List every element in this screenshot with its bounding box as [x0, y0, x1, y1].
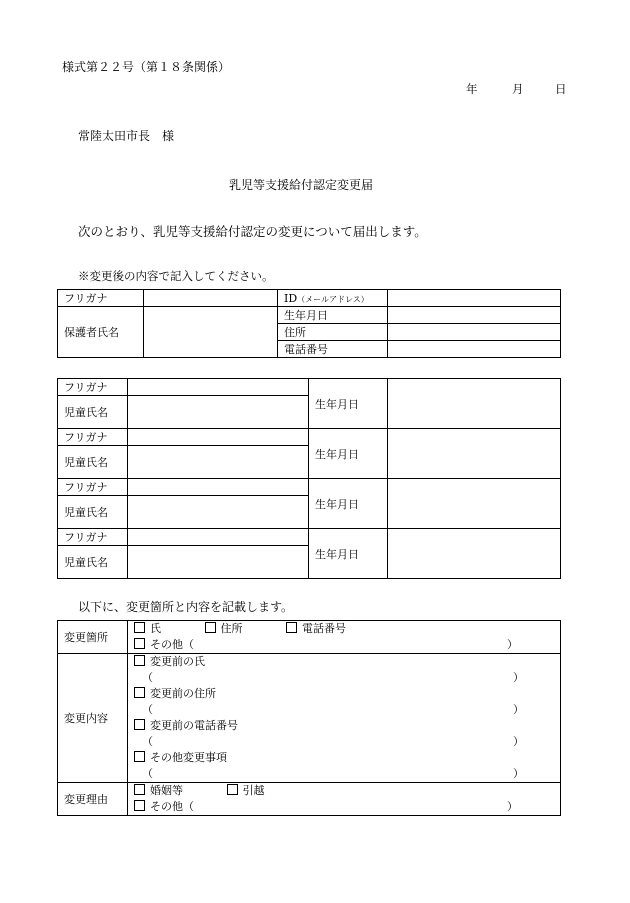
content-item-other[interactable]: その他変更事項 [134, 750, 560, 766]
child-1-name-label: 児童氏名 [58, 396, 128, 429]
guardian-birth-field[interactable] [388, 307, 561, 324]
change-reason-options [134, 783, 560, 799]
intro-text: 次のとおり、乳児等支援給付認定の変更について届出します。 [78, 224, 427, 239]
checkbox-reason-other[interactable] [134, 800, 145, 811]
location-phone-option[interactable]: 電話番号 [286, 622, 346, 635]
location-address-option[interactable]: 住所 [205, 622, 243, 635]
guardian-address-field[interactable] [388, 324, 561, 341]
child-3-name-field[interactable] [128, 496, 309, 529]
child-3-furigana-field[interactable] [128, 479, 309, 496]
child-4-birth-label: 生年月日 [309, 529, 388, 579]
child-3-furigana-label: フリガナ [58, 479, 128, 496]
child-1-name-field[interactable] [128, 396, 309, 429]
guardian-name-field[interactable] [144, 307, 278, 358]
child-2-name-field[interactable] [128, 446, 309, 479]
change-content-label: 変更内容 [58, 654, 128, 783]
guardian-phone-label: 電話番号 [278, 341, 388, 358]
instruction-note: ※変更後の内容で記入してください。 [78, 269, 274, 283]
location-other-option[interactable]: その他（ ） [134, 637, 560, 653]
change-location-options [134, 621, 560, 637]
child-1-furigana-field[interactable] [128, 379, 309, 396]
content-field-other[interactable]: （ ） [142, 767, 524, 780]
content-item-name[interactable]: 変更前の氏 [134, 654, 560, 670]
guardian-id-label [278, 290, 388, 307]
child-2-furigana-label: フリガナ [58, 429, 128, 446]
content-field-address[interactable]: （ ） [142, 703, 524, 716]
guardian-furigana-label: フリガナ [58, 290, 144, 307]
id-subtext: （メールアドレス） [297, 294, 369, 304]
date-month-label: 月 [512, 82, 524, 96]
guardian-birth-label: 生年月日 [278, 307, 388, 324]
guardian-address-label: 住所 [278, 324, 388, 341]
child-3-name-label: 児童氏名 [58, 496, 128, 529]
children-table [57, 378, 561, 579]
reason-other-option[interactable]: その他（ ） [134, 799, 560, 815]
checkbox-name[interactable] [134, 622, 145, 633]
child-2-birth-label: 生年月日 [309, 429, 388, 479]
content-field-name[interactable]: （ ） [142, 671, 524, 684]
change-content-cell [128, 654, 561, 783]
checkbox-other-changes[interactable] [134, 751, 145, 762]
content-field-phone[interactable]: （ ） [142, 735, 524, 748]
checkbox-prev-phone[interactable] [134, 719, 145, 730]
date-year-label: 年 [466, 82, 478, 96]
content-item-address[interactable]: 変更前の住所 [134, 686, 560, 702]
child-2-furigana-field[interactable] [128, 429, 309, 446]
child-4-furigana-field[interactable] [128, 529, 309, 546]
change-location-cell [128, 621, 561, 654]
guardian-table [57, 289, 561, 358]
change-intro: 以下に、変更箇所と内容を記載します。 [78, 600, 294, 614]
child-2-name-label: 児童氏名 [58, 446, 128, 479]
child-1-furigana-label: フリガナ [58, 379, 128, 396]
date-day-label: 日 [555, 82, 567, 96]
location-name-option[interactable]: 氏 [134, 622, 161, 635]
child-4-name-label: 児童氏名 [58, 546, 128, 579]
child-4-birth-field[interactable] [388, 529, 561, 579]
checkbox-marriage[interactable] [134, 784, 145, 795]
reason-moving-option[interactable]: 引越 [227, 784, 265, 797]
checkbox-prev-name[interactable] [134, 655, 145, 666]
id-text: ID [284, 291, 298, 305]
child-1-birth-label: 生年月日 [309, 379, 388, 429]
child-3-birth-field[interactable] [388, 479, 561, 529]
change-reason-cell [128, 783, 561, 816]
change-reason-label: 変更理由 [58, 783, 128, 816]
checkbox-prev-address[interactable] [134, 687, 145, 698]
content-item-phone[interactable]: 変更前の電話番号 [134, 718, 560, 734]
reason-marriage-option[interactable]: 婚姻等 [134, 784, 183, 797]
guardian-furigana-field[interactable] [144, 290, 278, 307]
guardian-name-label: 保護者氏名 [58, 307, 144, 358]
form-number: 様式第２２号（第１８条関係） [62, 60, 231, 74]
checkbox-moving[interactable] [227, 784, 238, 795]
guardian-id-field[interactable] [388, 290, 561, 307]
change-location-label: 変更箇所 [58, 621, 128, 654]
child-2-birth-field[interactable] [388, 429, 561, 479]
change-table [57, 620, 561, 816]
child-4-name-field[interactable] [128, 546, 309, 579]
form-title: 乳児等支援給付認定変更届 [229, 178, 374, 192]
child-3-birth-label: 生年月日 [309, 479, 388, 529]
checkbox-phone[interactable] [286, 622, 297, 633]
addressee: 常陸太田市長 様 [78, 129, 175, 143]
checkbox-address[interactable] [205, 622, 216, 633]
guardian-phone-field[interactable] [388, 341, 561, 358]
child-1-birth-field[interactable] [388, 379, 561, 429]
checkbox-location-other[interactable] [134, 638, 145, 649]
child-4-furigana-label: フリガナ [58, 529, 128, 546]
